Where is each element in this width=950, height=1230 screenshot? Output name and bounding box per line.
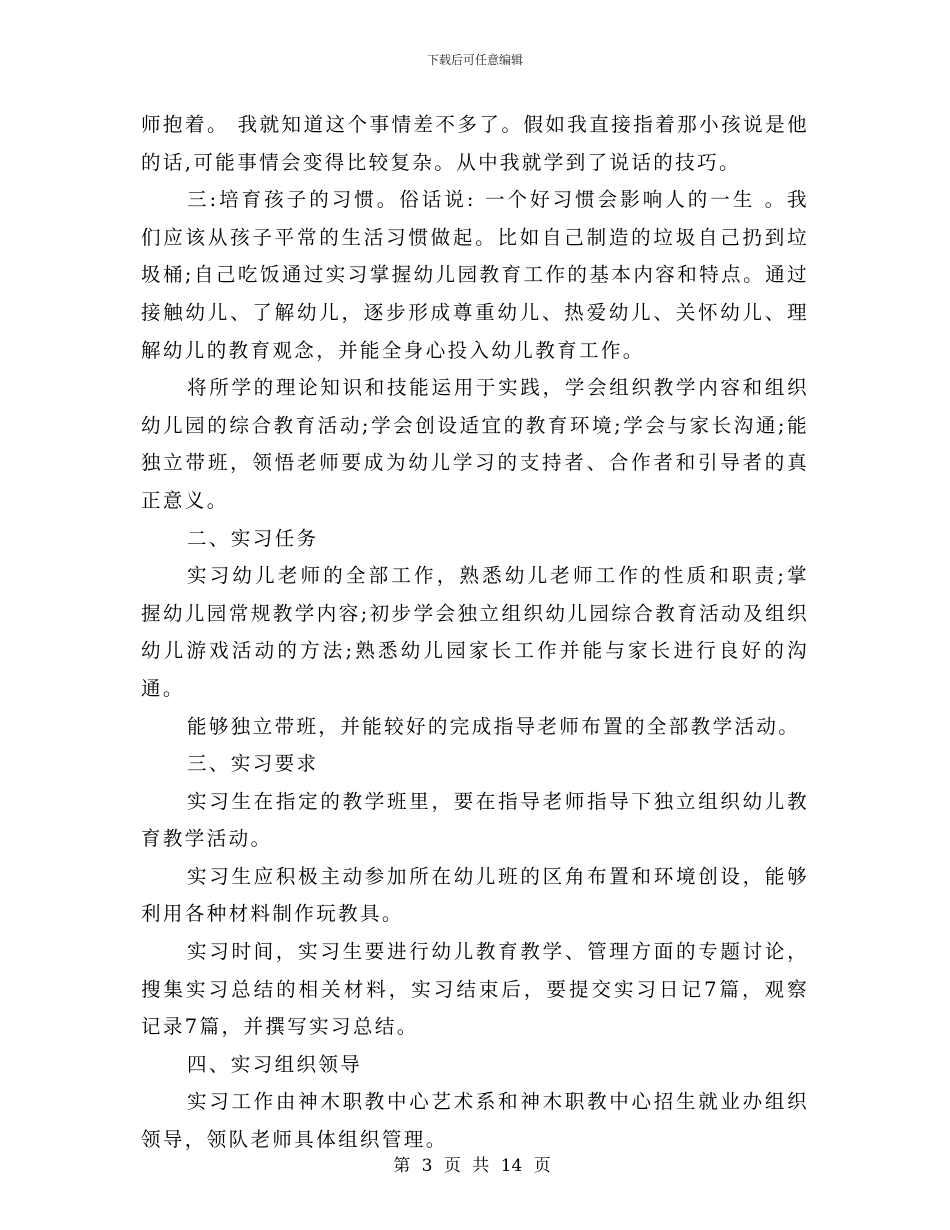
section-heading: 二、实习任务 [187,526,319,550]
footer-label-total-unit: 页 [533,1156,551,1176]
footer-label-page: 第 [393,1156,411,1176]
footer-label-total: 共 [472,1156,490,1176]
section-heading: 四、实习组织领导 [187,1052,363,1076]
paragraph: 实习生在指定的教学班里，要在指导老师指导下独立组织幼儿教育教学活动。 [141,789,809,851]
paragraph: 师抱着。 我就知道这个事情差不多了。假如我直接指着那小孩说是他的话,可能事情会变得比较复杂。从中我就学到了说话的技巧。 [141,113,809,174]
paragraph: 三:培育孩子的习惯。俗话说: 一个好习惯会影响人的一生 。我们应该从孩子平常的生活习惯做起。比如自己制造的垃圾自己扔到垃圾桶;自己吃饭通过实习掌握幼儿园教育工作的基本内容和特点。通过接触幼儿、了解幼儿，逐步形成尊重幼儿、热爱幼儿、关怀幼儿、理解幼儿的教育观念，并能全身心投入幼儿教育工作。 [141,188,809,362]
footer-total-pages: 14 [500,1156,523,1176]
footer-current-page: 3 [421,1156,433,1176]
section-heading: 三、实习要求 [187,752,319,776]
paragraph: 实习工作由神木职教中心艺术系和神木职教中心招生就业办组织领导，领队老师具体组织管理。 [141,1090,809,1152]
document-body [141,106,809,1159]
paragraph: 实习幼儿老师的全部工作，熟悉幼儿老师工作的性质和职责;掌握幼儿园常规教学内容;初步学会独立组织幼儿园综合教育活动及组织幼儿游戏活动的方法;熟悉幼儿园家长工作并能与家长进行良好的沟通。 [141,564,809,700]
page-header: 下载后可任意编辑 [426,53,523,67]
paragraph: 将所学的理论知识和技能运用于实践，学会组织教学内容和组织幼儿园的综合教育活动;学会创设适宜的教育环境;学会与家长沟通;能独立带班，领悟老师要成为幼儿学习的支持者、合作者和引导者的真正意义。 [141,376,809,512]
paragraph: 能够独立带班，并能较好的完成指导老师布置的全部教学活动。 [187,714,801,738]
page-footer [0,1155,950,1177]
paragraph: 实习时间，实习生要进行幼儿教育教学、管理方面的专题讨论，搜集实习总结的相关材料，实习结束后，要提交实习日记7篇，观察记录7篇，并撰写实习总结。 [141,940,809,1039]
paragraph: 实习生应积极主动参加所在幼儿班的区角布置和环境创设，能够利用各种材料制作玩教具。 [141,864,809,926]
footer-label-page-unit: 页 [443,1156,461,1176]
